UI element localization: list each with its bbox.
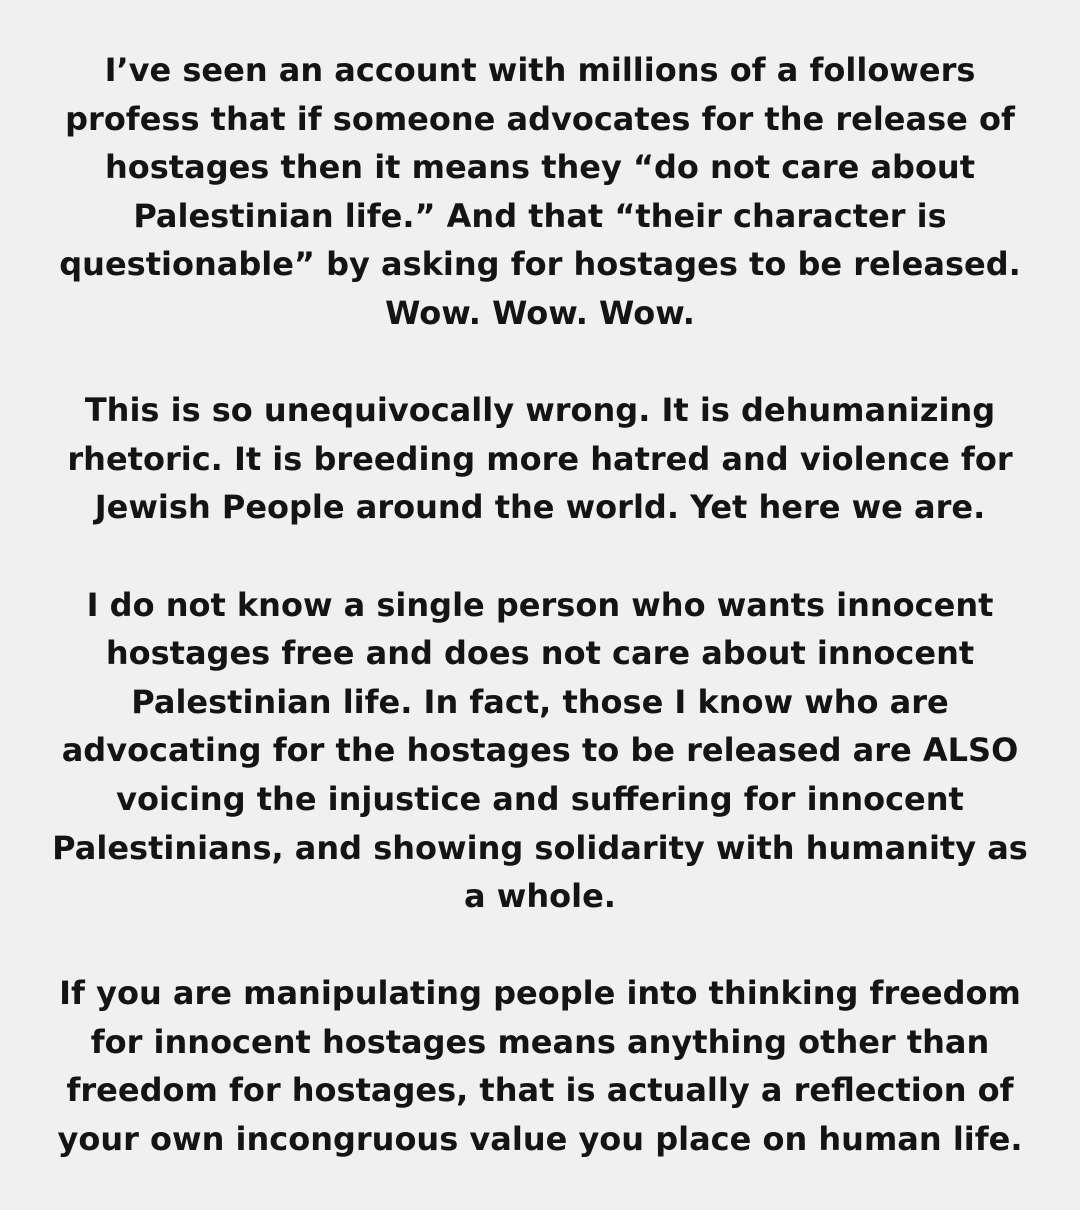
text-line: profess that if someone advocates for the release of (65, 99, 1015, 138)
text-line: I’ve seen an account with millions of a followers (104, 51, 976, 89)
text-line: Jewish People around the world. Yet here we are. (94, 488, 986, 527)
text-line: your own incongruous value you place on human life. (57, 1120, 1023, 1159)
text-line: a whole. (464, 877, 616, 916)
paragraph-1 (59, 46, 1021, 338)
paragraph-3 (52, 581, 1028, 921)
text-line: If you are manipulating people into thinking freedom (59, 974, 1021, 1013)
text-line: for innocent hostages means anything other than (90, 1022, 990, 1061)
text-line: I do not know a single person who wants innocent (86, 585, 994, 624)
paragraph-4 (57, 969, 1022, 1163)
text-line: Palestinian life. In fact, those I know who are (131, 682, 949, 721)
text-line: hostages then it means they “do not care about (104, 148, 975, 187)
text-line: voicing the injustice and suffering for innocent (116, 779, 964, 818)
text-line: freedom for hostages, that is actually a reflection of (66, 1071, 1014, 1110)
text-line: questionable” by asking for hostages to be released. (59, 245, 1021, 284)
text-line: Palestinian life.” And that “their character is (133, 196, 947, 235)
text-line: hostages free and does not care about innocent (105, 634, 975, 673)
text-line: rhetoric. It is breeding more hatred and violence for (67, 439, 1013, 478)
story-text-card (0, 46, 1080, 1164)
paragraph-2 (67, 386, 1012, 532)
text-line: Wow. Wow. Wow. (385, 293, 695, 332)
text-line: advocating for the hostages to be released are ALSO (61, 731, 1019, 770)
text-line: Palestinians, and showing solidarity with humanity as (52, 828, 1028, 867)
text-line: This is so unequivocally wrong. It is dehumanizing (84, 391, 996, 430)
